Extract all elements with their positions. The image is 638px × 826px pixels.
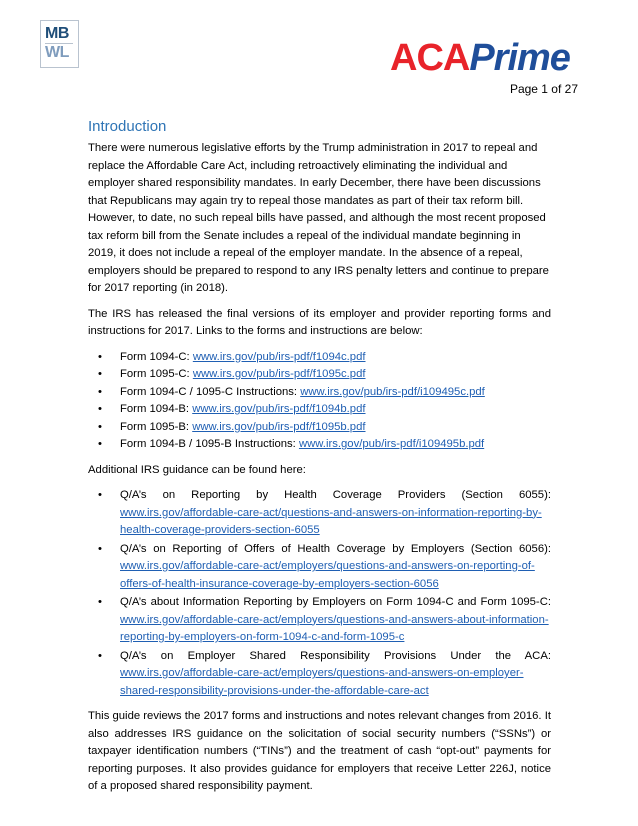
logo-top-letters: MB <box>45 25 69 42</box>
list-item <box>88 366 551 384</box>
list-item <box>88 487 551 540</box>
mbwl-logo <box>40 20 79 68</box>
bullet: • <box>98 596 102 608</box>
forms-intro-paragraph: The IRS has released the final versions of its employer and provider reporting forms and instructions for 2017. Links to the forms and instructions are below: <box>88 307 551 337</box>
guidance-link[interactable]: www.irs.gov/affordable-care-act/employers/questions-and-answers-about-information-reporting-by-employers-on-form-1094-c-and-form-1095-c <box>120 613 549 643</box>
list-item <box>88 349 551 367</box>
guidance-label: Q/A’s on Reporting of Offers of Health Coverage by Employers (Section 6056): <box>120 542 551 555</box>
form-link[interactable]: www.irs.gov/pub/irs-pdf/i109495c.pdf <box>300 385 485 398</box>
brand-prime: Prime <box>469 37 570 79</box>
guidance-link[interactable]: www.irs.gov/affordable-care-act/employers/questions-and-answers-on-employer-shared-responsibility-provisions-under-the-affordable-care-act <box>120 667 524 697</box>
form-link[interactable]: www.irs.gov/pub/irs-pdf/i109495b.pdf <box>298 438 485 450</box>
guidance-link[interactable]: www.irs.gov/affordable-care-act/questions-and-answers-on-information-reporting-by-health-coverage-providers-section-6055 <box>120 506 542 536</box>
acaprime-logo <box>390 38 570 78</box>
form-label: Form 1094-B / 1095-B Instructions: <box>120 438 299 450</box>
list-item <box>88 401 551 419</box>
form-label: Form 1095-B: <box>120 420 193 433</box>
intro-paragraph: There were numerous legislative efforts by the Trump administration in 2017 to repeal and replace the Affordable Care Act, including retroactively eliminating the individual and employer shared responsibility mandates. In early December, there have been discussions that Republicans may again try to repeal those mandates as part of their tax reform bill. However, to date, no such repeal bills have passed, and although the most recent proposed tax reform bill from the Senate includes a repeal of the individual mandate beginning in 2019, it does not include a repeal of the employer mandate. In the absence of a repeal, employers should be prepared to respond to any IRS penalty letters and continue to prepare for 2017 reporting (in 2018). <box>88 142 549 294</box>
list-item <box>88 648 551 701</box>
bullet: • <box>98 368 102 380</box>
list-item <box>88 419 551 437</box>
bullet: • <box>98 350 102 363</box>
guidance-link[interactable]: www.irs.gov/affordable-care-act/employers/questions-and-answers-on-reporting-of-offers-of-health-insurance-coverage-by-employers-section-6056 <box>120 560 535 590</box>
bullet: • <box>98 420 102 433</box>
bullet: • <box>98 489 102 501</box>
form-label: Form 1095-C: <box>120 368 193 380</box>
form-link[interactable]: www.irs.gov/pub/irs-pdf/f1095b.pdf <box>192 420 366 433</box>
bullet: • <box>98 403 102 415</box>
guidance-label: Q/A’s on Employer Shared Responsibility Provisions Under the ACA: <box>120 649 551 662</box>
guidance-label: Q/A’s about Information Reporting by Employers on Form 1094-C and Form 1095-C: <box>120 596 551 608</box>
closing-paragraph: This guide reviews the 2017 forms and instructions and notes relevant changes from 2016. It also addresses IRS guidance on the solicitation of social security numbers (“SSNs”) or taxpayer identification numbers (“TINs”) and the treatment of cash “opt-out” payments for reporting purposes. It also provides guidance for employers that receive Letter 226J, notice of a proposed shared responsibility payment. <box>88 710 551 792</box>
bullet: • <box>98 385 102 398</box>
section-heading: Introduction <box>88 118 167 135</box>
form-label: Form 1094-C / 1095-C Instructions: <box>120 385 301 398</box>
list-item <box>88 436 551 454</box>
bullet: • <box>98 438 102 450</box>
guidance-label: Q/A’s on Reporting by Health Coverage Providers (Section 6055): <box>120 489 551 501</box>
page-number: Page 1 of 27 <box>509 82 578 96</box>
document-body <box>88 118 551 804</box>
form-label: Form 1094-C: <box>120 350 193 363</box>
list-item <box>88 541 551 594</box>
bullet: • <box>98 542 102 555</box>
guidance-intro: Additional IRS guidance can be found here: <box>88 463 306 476</box>
form-link[interactable]: www.irs.gov/pub/irs-pdf/f1094c.pdf <box>192 350 366 363</box>
form-link[interactable]: www.irs.gov/pub/irs-pdf/f1095c.pdf <box>192 368 366 380</box>
list-item <box>88 594 551 647</box>
form-link[interactable]: www.irs.gov/pub/irs-pdf/f1094b.pdf <box>192 403 366 415</box>
forms-list <box>88 349 551 454</box>
logo-bottom-letters: WL <box>45 44 69 61</box>
bullet: • <box>98 649 102 662</box>
list-item <box>88 384 551 402</box>
brand-aca: ACA <box>390 37 470 79</box>
guidance-list <box>88 487 551 700</box>
form-label: Form 1094-B: <box>120 403 193 415</box>
